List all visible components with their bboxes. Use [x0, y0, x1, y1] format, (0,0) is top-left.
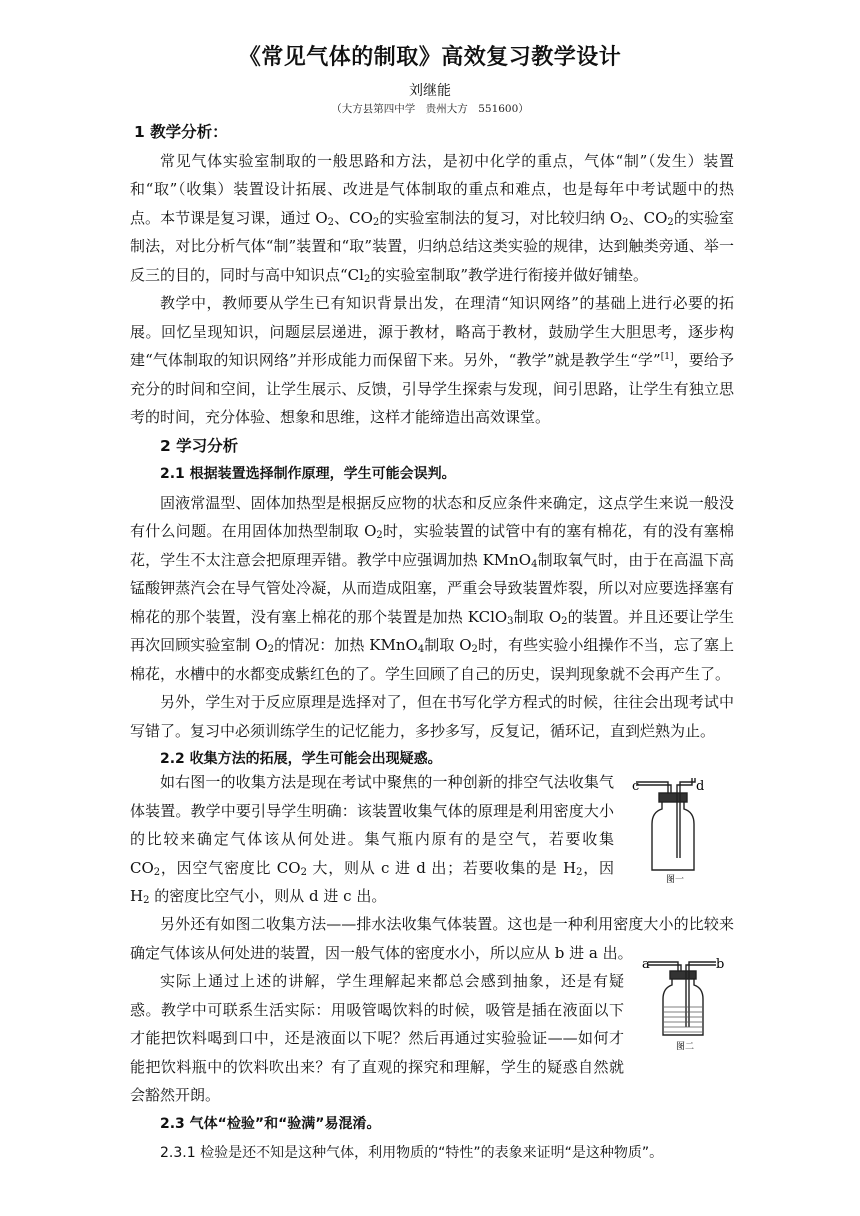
body-text-bottom — [130, 1110, 734, 1167]
section-2-1-paragraph-1: 固液常温型、固体加热型是根据反应物的状态和反应条件来确定，这点学生来说一般没有什么问题。在用固体加热型制取 $O_2$时，实验装置的试管中有的塞有棉花，有的没有塞棉花，学生不太注意会把原理弄错。教学中应强调加热 KMnO$_4$制取氧气时，由于在高温下高锰酸钾蒸汽会在导气管处冷凝，从而造成阻塞，严重会导致装置炸裂，所以对应要选择塞有棉花的那个装置，没有塞上棉花的那个装置是加热 KClO$_3$制取 $O_2$的装置。并且还要让学生再次回顾实验室制 $O_2$的情况：加热 KMnO$_4$制取 $O_2$时，有些实验小组操作不当，忘了塞上棉花，水槽中的水都变成紫红色的了。学生回顾了自己的历史，误判现象就不会再产生了。 — [130, 493, 734, 683]
figure-1-left-tube — [636, 782, 671, 793]
section-2-2-paragraph-2: 另外还有如图二收集方法——排水法收集气体装置。这也是一种利用密度大小的比较来确定气体该从何处进的装置，因一般气体的密度水小，所以应从 b 进 a 出。 — [130, 915, 734, 962]
section-1-heading: 1 教学分析： — [134, 123, 228, 141]
figure-1-stopper — [659, 793, 687, 802]
figure-1-caption: 图一 — [666, 875, 685, 885]
section-2-2-paragraph-1: 如右图一的收集方法是现在考试中聚焦的一种创新的排空气法收集气体装置。教学中要引导学生明确：该装置收集气体的原理是利用密度大小的比较来确定气体该从何处进。集气瓶内原有的是空气，若要收集 $CO_2$，因空气密度比 $CO_2$ 大，则从 c 进 d 出；若要收集的是 $H_2$，因 $H_2$ 的密度比空气小，则从 d 进 c 出。 — [130, 773, 614, 906]
figure-2-left-tube — [648, 962, 681, 971]
section-2-1-paragraph-2: 另外，学生对于反应原理是选择对了，但在书写化学方程式的时候，往往会出现考试中写错了。复习中必须训练学生的记忆能力，多抄多写，反复记，循环记，直到烂熟为止。 — [130, 693, 734, 740]
section-2-heading: 2 学习分析 — [160, 436, 239, 455]
body-text-top — [130, 118, 734, 774]
author-affiliation: （大方县第四中学 贵州大方 551600） — [331, 103, 529, 115]
figure-1-right-tube — [677, 778, 695, 858]
figure-2-label-b: b — [716, 957, 725, 972]
section-2-2-wrap-1 — [130, 768, 614, 911]
section-2-3-1-text: 2.3.1 检验是还不知是这种气体，利用物质的“特性”的表象来证明“是这种物质”。 — [160, 1144, 664, 1161]
section-2-2-wrap-2 — [130, 967, 624, 1110]
figure-1-label-c: c — [632, 779, 640, 794]
figure-1-gas-bottle — [628, 774, 720, 886]
figure-2-caption: 图二 — [676, 1042, 695, 1052]
figure-2-water-bottle — [640, 955, 730, 1055]
page-title: 《常见气体的制取》高效复习教学设计 — [238, 45, 622, 70]
section-2-1-heading: 2.1 根据装置选择制作原理，学生可能会误判。 — [160, 466, 456, 482]
section-2-2-paragraph-3: 实际上通过上述的讲解，学生理解起来都总会感到抽象，还是有疑惑。教学中可联系生活实际：用吸管喝饮料的时候，吸管是插在液面以下才能把饮料喝到口中，还是液面以下呢？然后再通过实验验证——如何才能把饮料瓶中的饮料吹出来？有了直观的探究和理解，学生的疑惑自然就会豁然开朗。 — [130, 972, 624, 1104]
section-2-3-heading: 2.3 气体“检验”和“验满”易混淆。 — [160, 1116, 381, 1132]
section-2-2-heading: 2.2 收集方法的拓展，学生可能会出现疑惑。 — [160, 751, 442, 767]
figure-2-stopper — [670, 971, 696, 979]
figure-2-label-a: a — [642, 957, 650, 972]
section-1-paragraph-2: 教学中，教师要从学生已有知识背景出发，在理清“知识网络”的基础上进行必要的拓展。回忆呈现知识，问题层层递进，源于教材，略高于教材，鼓励学生大胆思考，逐步构建“气体制取的知识网络”并形成能力而保留下来。另外，“教学”就是教学生“学”[1]，要给予充分的时间和空间，让学生展示、反馈，引导学生探索与发现，间引思路，让学生有独立思考的时间，充分体验、想象和思维，这样才能缔造出高效课堂。 — [130, 294, 734, 426]
section-1-paragraph-1: 常见气体实验室制取的一般思路和方法，是初中化学的重点，气体“制”（发生）装置和“取”（收集）装置设计拓展、改进是气体制取的重点和难点，也是每年中考试题中的热点。本节课是复习课，通过 $O_2$、$CO_2$的实验室制法的复习，对比较归纳 $O_2$、$CO_2$的实验室制法，对比分析气体“制”装置和“取”装置，归纳总结这类实验的规律，达到触类旁通、举一反三的目的，同时与高中知识点“$Cl_2$的实验室制取”教学进行衔接并做好铺垫。 — [130, 151, 734, 285]
figure-2-water — [664, 1007, 702, 1032]
figure-1-label-d: d — [696, 779, 705, 794]
author-name: 刘继能 — [409, 83, 451, 99]
figure-1-bottle-body — [652, 802, 694, 870]
